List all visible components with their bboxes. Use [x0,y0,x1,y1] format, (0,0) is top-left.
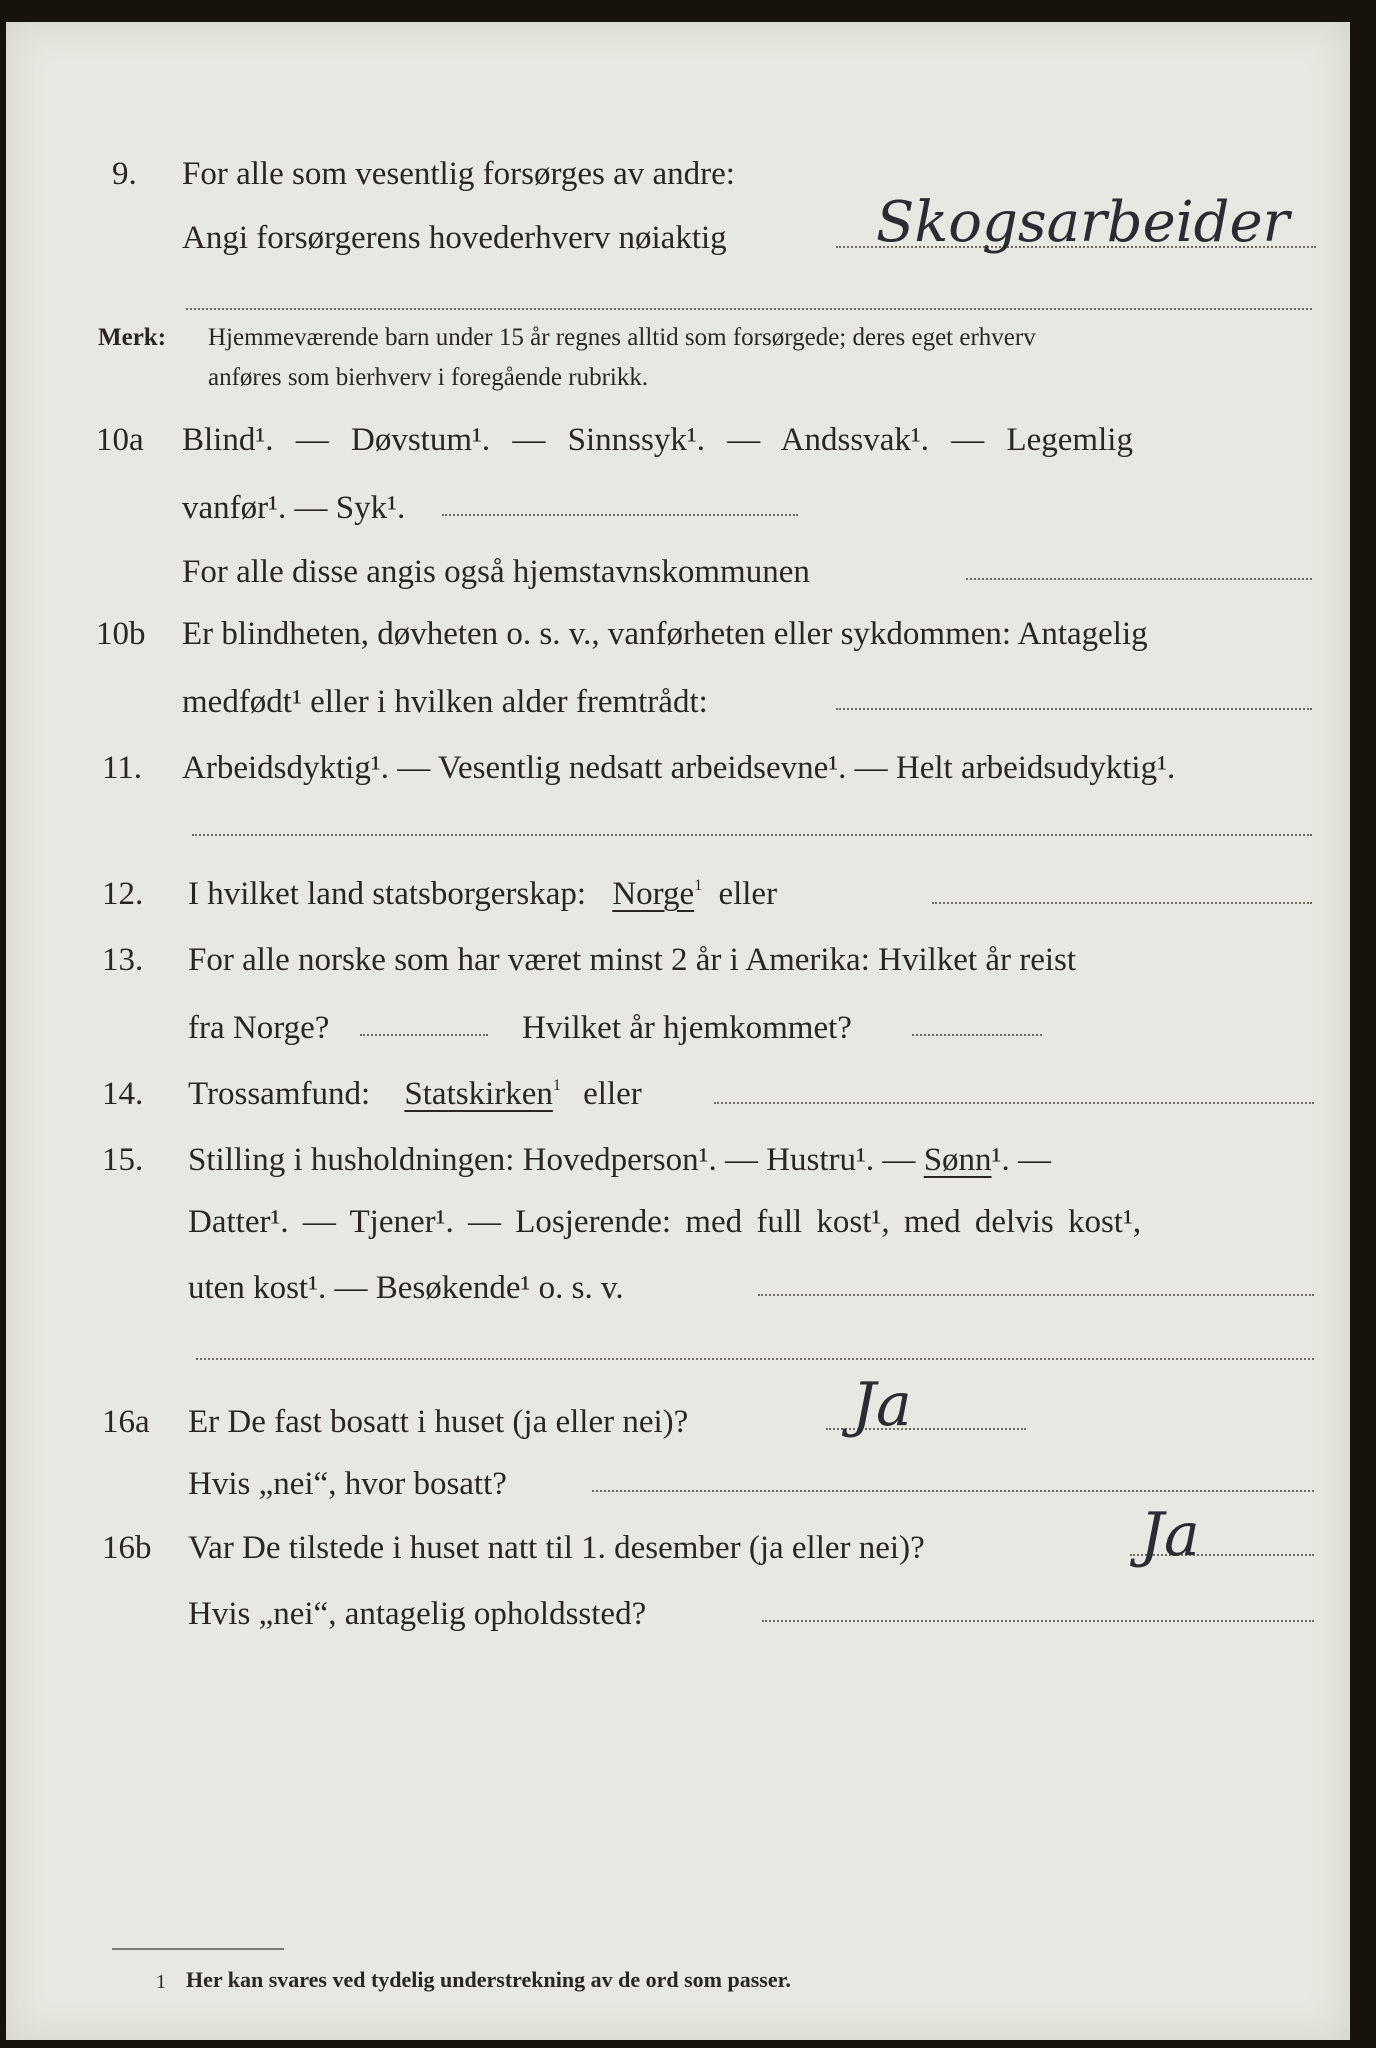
question-10a-text: Blind¹. — Døvstum¹. — Sinnssyk¹. — Andssvak¹. — Legemlig [182,422,1133,458]
question-16b-number: 16b [102,1530,152,1566]
question-15-number: 15. [102,1142,144,1178]
handwritten-answer-16a: Ja [852,1370,912,1440]
answer-line [912,1034,1042,1036]
question-15-text-a: Stilling i husholdningen: Hovedperson¹. — Hustru¹. — [188,1142,916,1178]
question-12-text [188,874,777,914]
answer-line [442,514,798,516]
question-10a-number: 10a [96,422,144,458]
choice-statskirken: Statskirken [404,1076,553,1112]
answer-line [192,834,1312,836]
question-14-eller: eller [583,1076,642,1112]
question-15-text-c: ¹. — [991,1142,1051,1178]
question-14-number: 14. [102,1076,144,1112]
question-12-eller: eller [718,876,778,912]
footnote-ref: 1 [694,877,703,894]
question-10a-text-2: vanfør¹. — Syk¹. [182,490,406,526]
question-15-text-3: uten kost¹. — Besøkende¹ o. s. v. [188,1270,624,1306]
footnote-mark: 1 [156,1971,166,1993]
question-14-prompt: Trossamfund: [188,1076,371,1112]
question-11-number: 11. [102,750,143,786]
footnote-ref: 1 [552,1077,561,1094]
footnote-text: Her kan svares ved tydelig understrekning av de ord som passer. [186,1967,791,1992]
choice-sonn: Sønn [923,1142,992,1178]
question-10a-text-3: For alle disse angis også hjemstavnskommunen [182,554,810,590]
question-13-text-2b: Hvilket år hjemkommet? [522,1010,852,1046]
answer-line [836,708,1312,710]
question-9-text: For alle som vesentlig forsørges av andre: [182,156,735,192]
question-16b-text: Var De tilstede i huset natt til 1. desember (ja eller nei)? [188,1530,925,1566]
answer-line [196,1358,1314,1360]
answer-line [186,308,1312,310]
question-13-number: 13. [102,942,144,978]
answer-line [592,1490,1314,1492]
question-12-prompt: I hvilket land statsborgerskap: [188,876,587,912]
question-16a-number: 16a [102,1404,150,1440]
question-10b-text: Er blindheten, døvheten o. s. v., vanførheten eller sykdommen: Antagelig [182,616,1148,652]
question-15-text [188,1140,1051,1180]
question-14-text [188,1074,642,1114]
question-13-text: For alle norske som har været minst 2 år i Amerika: Hvilket år reist [188,942,1077,978]
question-9-number: 9. [112,156,137,192]
choice-norge: Norge [612,876,695,912]
question-16a-text-2: Hvis „nei“, hvor bosatt? [188,1466,507,1502]
question-16a-text: Er De fast bosatt i huset (ja eller nei)? [188,1404,689,1440]
note-text: Hjemmeværende barn under 15 år regnes alltid som forsørgede; deres eget erhverv [208,324,1036,351]
footnote-rule [112,1948,284,1950]
answer-line [966,578,1312,580]
answer-line [714,1102,1314,1104]
answer-line [360,1034,488,1036]
question-12-number: 12. [102,876,144,912]
note-label: Merk: [98,324,167,351]
answer-line [762,1620,1314,1622]
question-16b-text-2: Hvis „nei“, antagelig opholdssted? [188,1596,647,1632]
question-15-text-2: Datter¹. — Tjener¹. — Losjerende: med full kost¹, med delvis kost¹, [188,1204,1142,1240]
question-11-text: Arbeidsdyktig¹. — Vesentlig nedsatt arbeidsevne¹. — Helt arbeidsudyktig¹. [182,750,1176,786]
answer-line [932,902,1312,904]
handwritten-answer-9: Skogsarbeider [876,190,1290,255]
handwritten-answer-16b: Ja [1140,1500,1200,1570]
answer-line [758,1294,1314,1296]
question-13-text-2a: fra Norge? [188,1010,330,1046]
question-10b-text-2: medfødt¹ eller i hvilken alder fremtrådt: [182,684,708,720]
question-9-subtext: Angi forsørgerens hovederhverv nøiaktig [182,220,727,256]
note-text-2: anføres som bierhverv i foregående rubrikk. [208,364,649,391]
question-10b-number: 10b [96,616,146,652]
census-form-page [6,22,1350,2040]
